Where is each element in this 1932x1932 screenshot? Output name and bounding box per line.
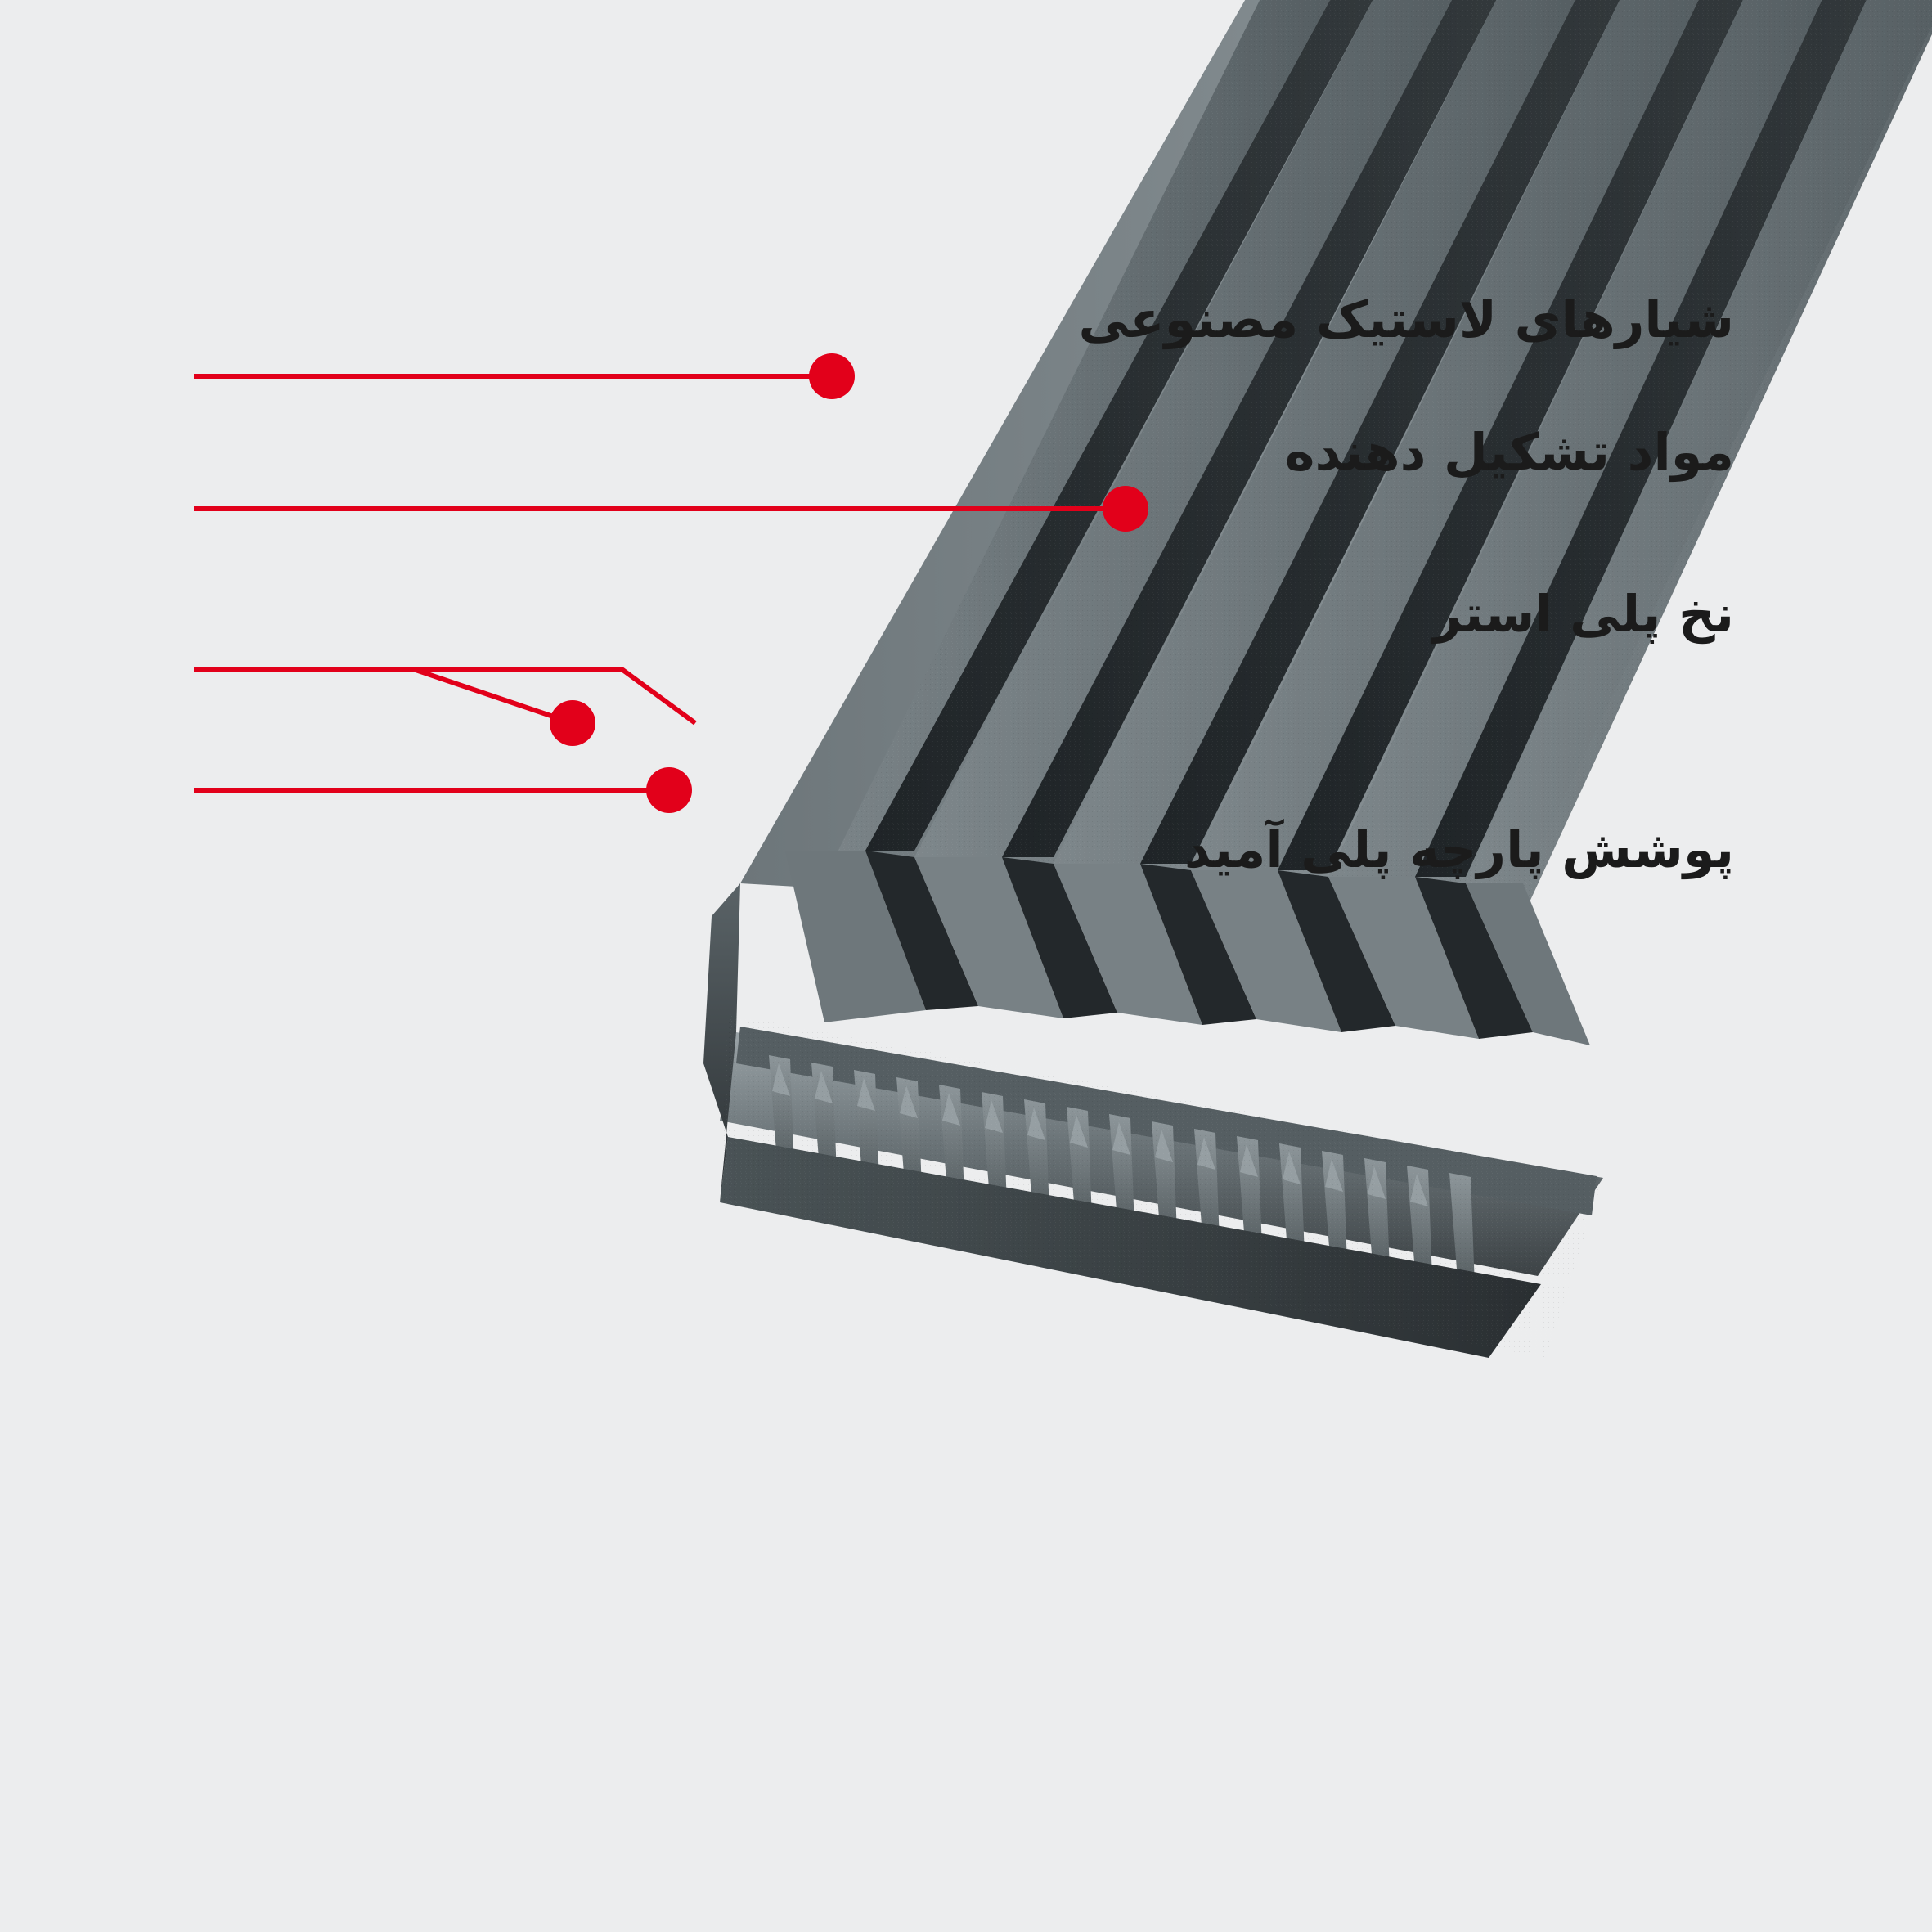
belt-body: [703, 0, 1932, 1358]
leader-dot-polyamide-fabric-cover[interactable]: [646, 767, 692, 813]
callout-label-compound-materials: مواد تشکیل دهنده: [1284, 422, 1734, 482]
callout-label-synthetic-rubber-grooves: شیارهای لاستیک مصنوعی: [1078, 290, 1734, 349]
leader-line-compound-materials: [194, 506, 1126, 511]
leader-dot-synthetic-rubber-grooves[interactable]: [809, 353, 855, 399]
leader-line-polyamide-fabric-cover: [194, 788, 669, 793]
leader-dot-compound-materials[interactable]: [1103, 486, 1148, 532]
leader-line-synthetic-rubber-grooves: [194, 374, 832, 379]
leader-dot-polyester-cord[interactable]: [550, 700, 595, 746]
callout-label-polyester-cord: نخ پلی استر: [1432, 584, 1734, 644]
callout-label-polyamide-fabric-cover: پوشش پارچه پلی آمید: [1184, 820, 1734, 879]
